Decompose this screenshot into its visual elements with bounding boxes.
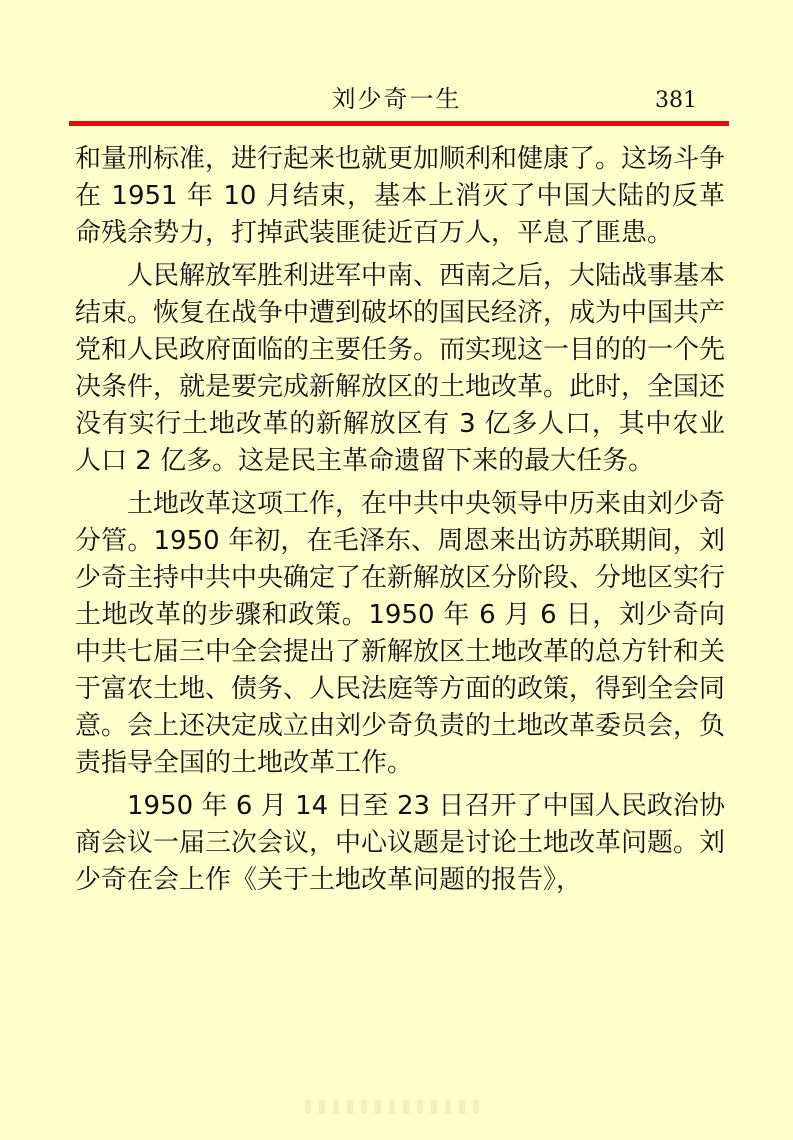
running-header-title: 刘少奇一生 — [331, 85, 462, 113]
paragraph-2: 人民解放军胜利进军中南、西南之后，大陆战事基本结束。恢复在战争中遭到破坏的国民经济，成为中国共产党和人民政府面临的主要任务。而实现这一目的的一个先决条件，就是要完成新解放区的土地改革。此时，全国还没有实行土地改革的新解放区有 3 亿多人口，其中农业人口 2 亿多。这是民主革命遗留下来的最大任务。 — [75, 261, 726, 476]
paragraph-1: 和量刑标准，进行起来也就更加顺利和健康了。这场斗争在 1951 年 10 月结束，基本上消灭了中国大陆的反革命残余势力，打掉武装匪徒近百万人，平息了匪患。 — [75, 144, 726, 248]
paragraph-3: 土地改革这项工作，在中共中央领导中历来由刘少奇分管。1950 年初，在毛泽东、周恩来出访苏联期间，刘少奇主持中共中央确定了在新解放区分阶段、分地区实行土地改革的步骤和政策。1950 年 6 月 6 日，刘少奇向中共七届三中全会提出了新解放区土地改革的总方针和关于富农土地、债务、人民法庭等方面的政策，得到全会同意。会上还决定成立由刘少奇负责的土地改革委员会，负责指导全国的土地改革工作。 — [75, 489, 726, 778]
scan-smudge — [305, 1100, 485, 1114]
body-text — [75, 141, 725, 905]
page-number: 381 — [655, 88, 697, 113]
header-rule — [69, 121, 729, 126]
paragraph-4: 1950 年 6 月 14 日至 23 日召开了中国人民政治协商会议一届三次会议，中心议题是讨论土地改革问题。刘少奇在会上作《关于土地改革问题的报告》， — [75, 791, 726, 895]
